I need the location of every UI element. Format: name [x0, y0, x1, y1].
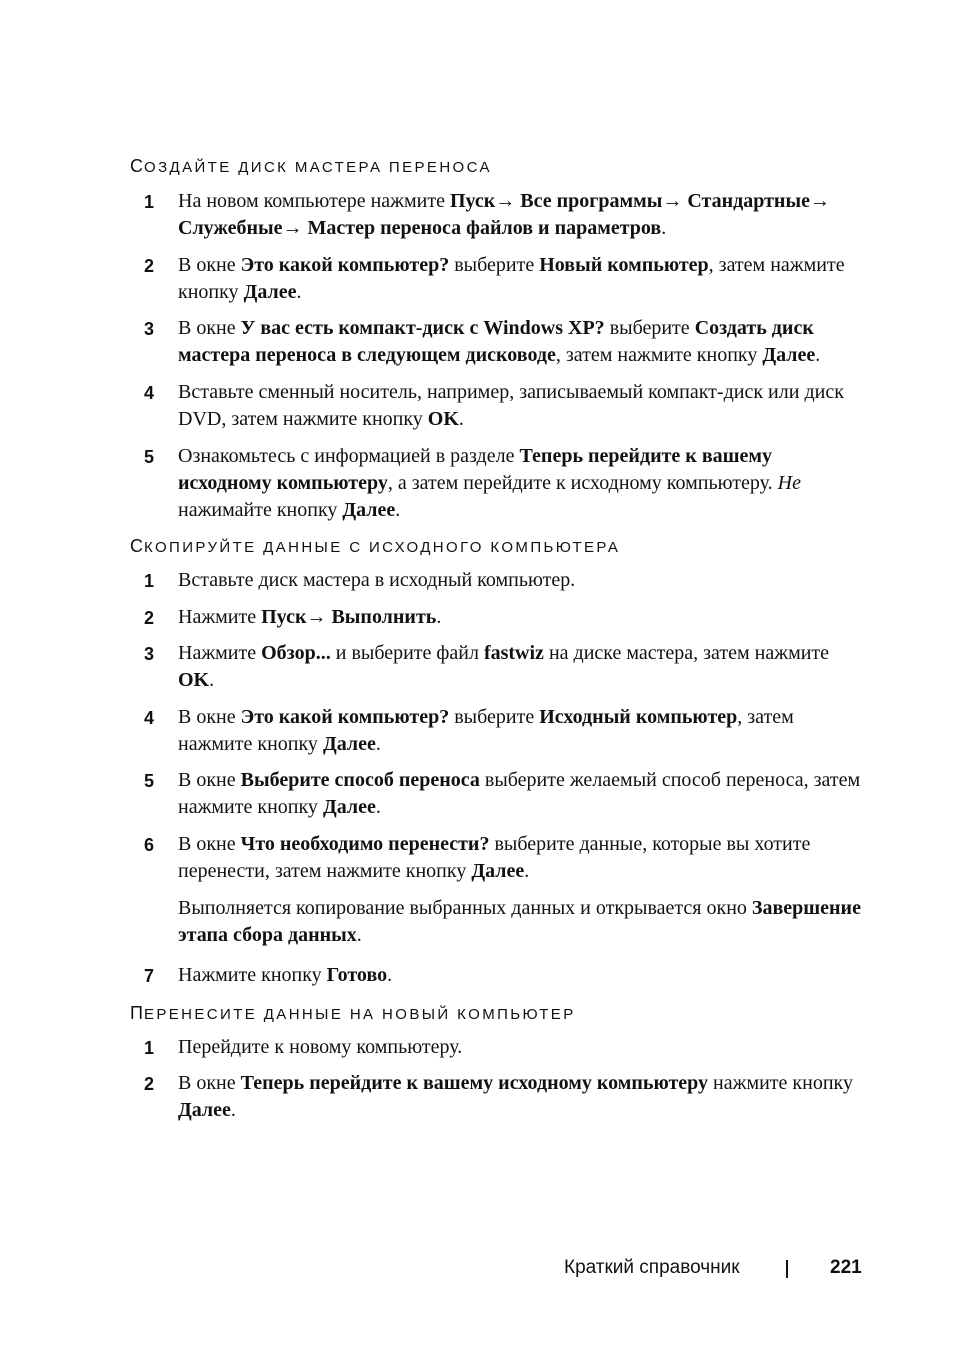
ui-term: Создать диск мастера переноса в следующем дисководе	[178, 317, 814, 366]
text-run: В окне	[178, 254, 241, 276]
text-run: На новом компьютере нажмите	[178, 190, 450, 212]
step-number: 4	[144, 708, 155, 728]
section-heading-copy-data	[130, 537, 620, 557]
ui-term: Выберите способ переноса	[240, 769, 480, 791]
ui-term: Завершение этапа сбора данных	[178, 897, 861, 946]
ui-term: Далее	[762, 344, 816, 366]
step-number: 7	[144, 966, 155, 986]
heading-initial: С	[130, 156, 144, 176]
page-number: 221	[830, 1257, 862, 1278]
ui-term: OK	[178, 669, 210, 691]
ui-term: Стандартные	[687, 190, 810, 212]
ui-term: Обзор...	[261, 642, 331, 664]
step-text	[178, 315, 868, 369]
step-text	[178, 379, 868, 433]
heading-rest: ЕРЕНЕСИТЕ ДАННЫЕ НА НОВЫЙ КОМПЬЮТЕР	[143, 1006, 576, 1023]
ui-term: Исходный компьютер	[539, 706, 738, 728]
step-number: 3	[144, 319, 155, 339]
step-number: 1	[144, 192, 155, 212]
text-run: В окне	[178, 1072, 241, 1094]
heading-rest: КОПИРУЙТЕ ДАННЫЕ С ИСХОДНОГО КОМПЬЮТЕРА	[144, 539, 621, 556]
text-run: .	[375, 733, 381, 755]
emphasis: Не	[777, 472, 801, 494]
ui-term: Готово	[326, 964, 388, 986]
step-text	[178, 962, 868, 989]
text-run: →	[282, 217, 308, 239]
ui-term: Далее	[471, 860, 525, 882]
text-run: .	[524, 860, 530, 882]
step-text	[178, 604, 868, 631]
text-run: выберите	[449, 254, 540, 276]
ui-term: Теперь перейдите к вашему исходному компьютеру	[240, 1072, 709, 1094]
ui-term: Теперь перейдите к вашему исходному компьютеру	[178, 445, 772, 494]
step-number: 2	[144, 256, 155, 276]
text-run: выберите	[604, 317, 695, 339]
step-number: 1	[144, 571, 155, 591]
ui-term: Выполнить	[331, 606, 437, 628]
text-run: .	[375, 796, 381, 818]
text-run: .	[395, 499, 401, 521]
text-run: →	[809, 190, 830, 212]
ui-term: Это какой компьютер?	[240, 706, 450, 728]
step-number: 1	[144, 1038, 155, 1058]
text-run: выберите	[449, 706, 540, 728]
text-run: , а затем перейдите к исходному компьютеру.	[387, 472, 778, 494]
ui-term: Далее	[322, 796, 376, 818]
text-run: →	[306, 606, 332, 628]
ui-term: Пуск	[449, 190, 496, 212]
heading-initial: П	[130, 1003, 144, 1023]
text-run: .	[458, 408, 464, 430]
ui-term: Пуск	[261, 606, 307, 628]
step-text	[178, 1034, 868, 1061]
ui-term: Что необходимо перенести?	[240, 833, 490, 855]
step-text	[178, 640, 868, 694]
step-text	[178, 831, 868, 885]
ui-term: Далее	[243, 281, 297, 303]
text-run: выберите данные, которые вы хотите перенести, затем нажмите кнопку	[178, 833, 811, 882]
step-text	[178, 1070, 868, 1124]
text-run: Нажмите	[178, 642, 262, 664]
ui-term: Далее	[322, 733, 376, 755]
text-run: на диске мастера, затем нажмите	[543, 642, 830, 664]
ui-term: Новый компьютер	[539, 254, 709, 276]
text-run: В окне	[178, 769, 241, 791]
step-text	[178, 188, 868, 242]
step-number: 2	[144, 1074, 155, 1094]
text-run: Выполняется копирование выбранных данных и открывается окно	[178, 897, 752, 919]
text-run: →	[495, 190, 521, 212]
step-number: 4	[144, 383, 155, 403]
text-run: , затем нажмите кнопку	[555, 344, 763, 366]
ui-term: OK	[427, 408, 459, 430]
text-run: .	[230, 1099, 236, 1121]
ui-term: У вас есть компакт-диск с Windows XP?	[240, 317, 605, 339]
text-run: нажмите кнопку	[708, 1072, 853, 1094]
section-heading-create-disk	[130, 157, 492, 177]
text-run: .	[661, 217, 667, 239]
text-run: .	[815, 344, 821, 366]
text-run: , затем нажмите кнопку	[178, 706, 794, 755]
text-run: .	[356, 924, 362, 946]
text-run: В окне	[178, 833, 241, 855]
text-run: Ознакомьтесь с информацией в разделе	[178, 445, 520, 467]
text-run: .	[387, 964, 393, 986]
step-text	[178, 443, 868, 524]
step-text	[178, 567, 868, 594]
step-text	[178, 895, 868, 949]
text-run: нажимайте кнопку	[178, 499, 343, 521]
step-number: 5	[144, 771, 155, 791]
text-run: В окне	[178, 317, 241, 339]
ui-term: Далее	[342, 499, 396, 521]
text-run: Перейдите к новому компьютеру.	[178, 1036, 463, 1058]
step-text	[178, 252, 868, 306]
step-number: 3	[144, 644, 155, 664]
footer-separator	[786, 1260, 788, 1278]
text-run: , затем нажмите кнопку	[178, 254, 845, 303]
step-number: 5	[144, 447, 155, 467]
step-text	[178, 767, 868, 821]
step-number: 2	[144, 608, 155, 628]
ui-term: Далее	[178, 1099, 231, 1121]
ui-term: fastwiz	[483, 642, 544, 664]
ui-term: Это какой компьютер?	[240, 254, 450, 276]
ui-term: Мастер переноса файлов и параметров	[307, 217, 662, 239]
text-run: .	[296, 281, 302, 303]
step-text	[178, 704, 868, 758]
text-run: В окне	[178, 706, 241, 728]
text-run: →	[662, 190, 688, 212]
text-run: Вставьте сменный носитель, например, записываемый компакт-диск или диск DVD, затем нажмите кнопку	[178, 381, 844, 430]
ui-term: Все программы	[520, 190, 663, 212]
step-number: 6	[144, 835, 155, 855]
section-heading-transfer-data	[130, 1004, 576, 1024]
text-run: .	[209, 669, 215, 691]
text-run: Вставьте диск мастера в исходный компьютер.	[178, 569, 576, 591]
ui-term: Служебные	[178, 217, 283, 239]
text-run: и выберите файл	[330, 642, 484, 664]
text-run: Нажмите кнопку	[178, 964, 327, 986]
footer-title: Краткий справочник	[564, 1257, 740, 1278]
text-run: .	[436, 606, 442, 628]
heading-initial: С	[130, 536, 144, 556]
text-run: Нажмите	[178, 606, 262, 628]
heading-rest: ОЗДАЙТЕ ДИСК МАСТЕРА ПЕРЕНОСА	[144, 159, 492, 176]
text-run: выберите желаемый способ переноса, затем нажмите кнопку	[178, 769, 861, 818]
